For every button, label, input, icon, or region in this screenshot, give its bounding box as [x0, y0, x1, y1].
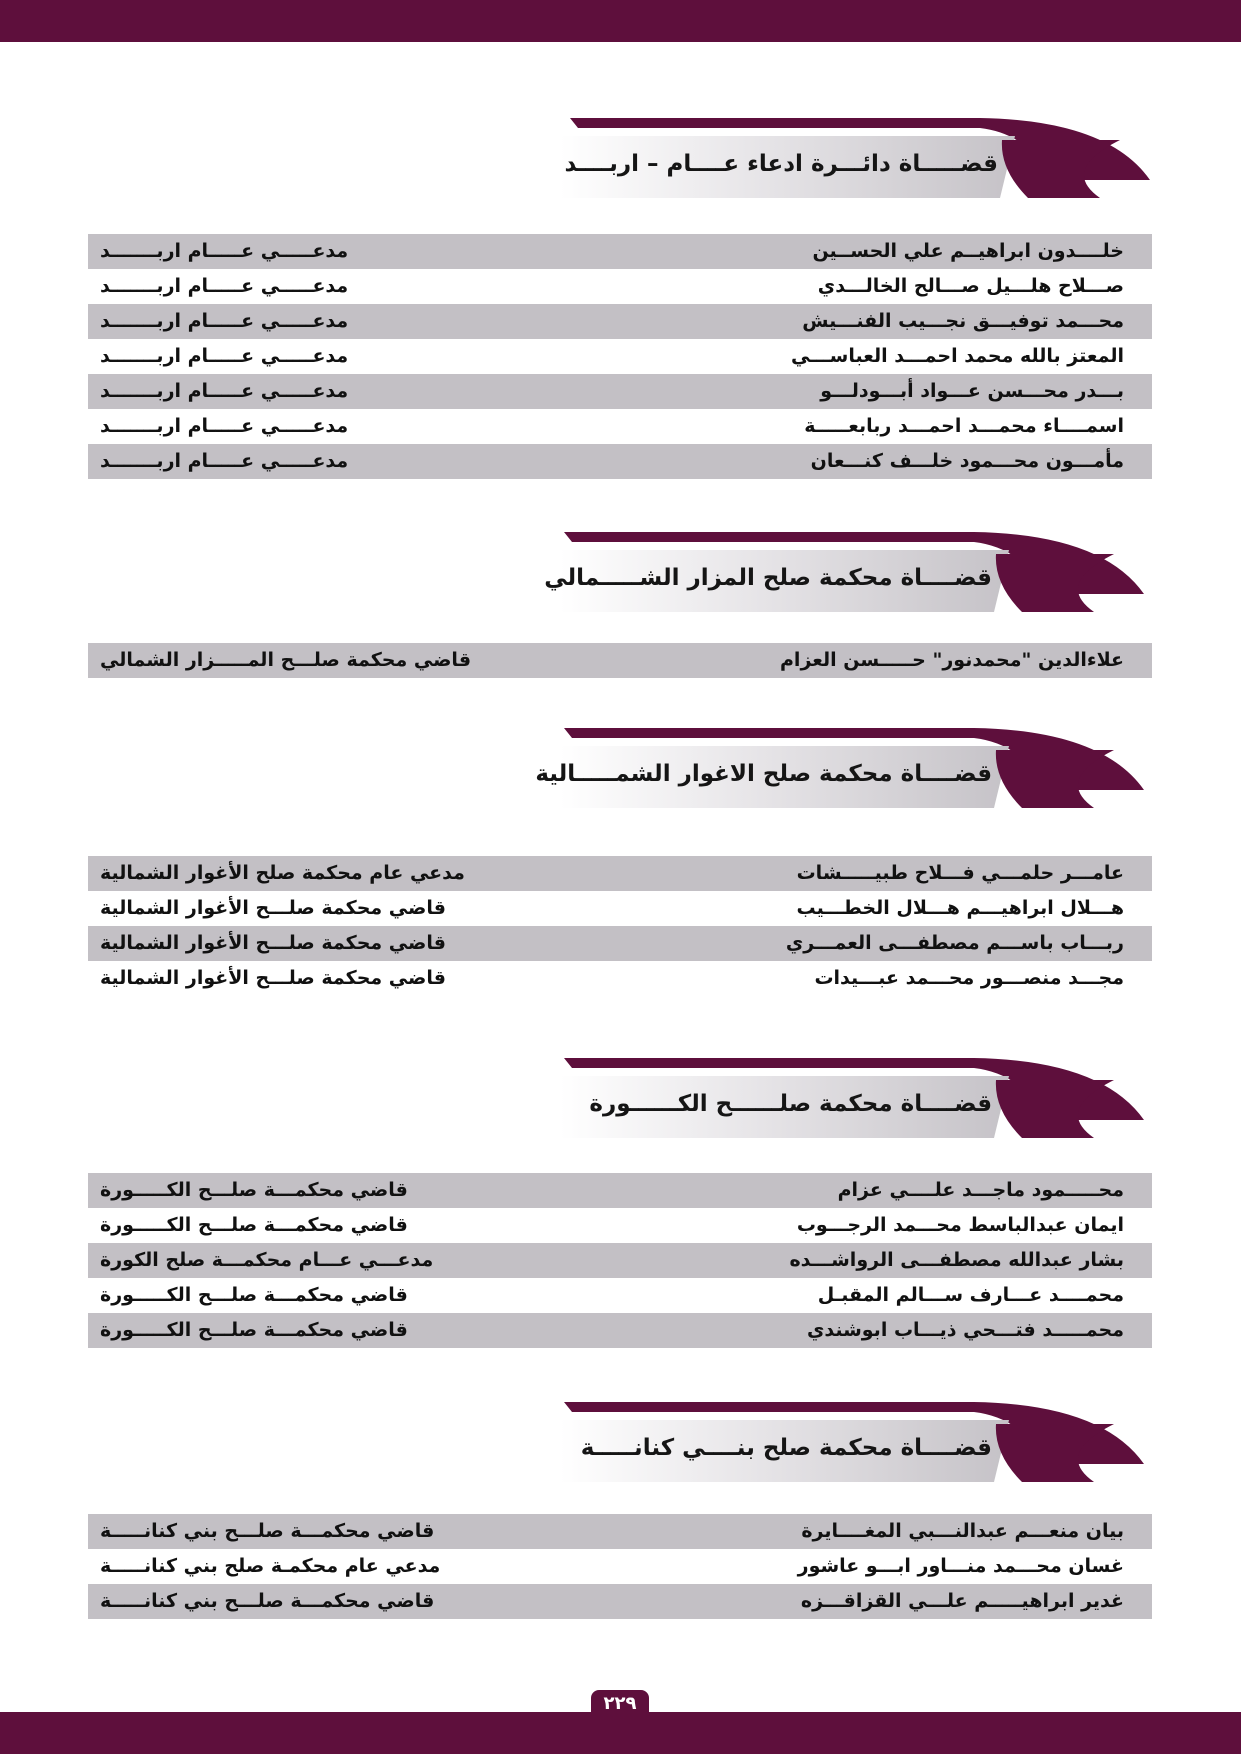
- member-position: مدعي عام محكمة صلح الأغوار الشمالية: [100, 862, 465, 884]
- member-position: قاضي محكمة صلـــح الأغوار الشمالية: [100, 897, 446, 919]
- member-name: غسان محـــمد منـــاور ابـــو عاشور: [797, 1555, 1124, 1577]
- table-row: [88, 1208, 1152, 1243]
- section-header-irbid-prosecution: [560, 116, 1160, 206]
- members-table: [88, 643, 1152, 678]
- member-name: عامـــر حلمـــي فـــلاح طبيـــــشات: [796, 862, 1124, 884]
- top-banner: [0, 0, 1241, 42]
- members-table: [88, 856, 1152, 996]
- member-position: قاضي محكمـــة صلـــح بني كنانـــــة: [100, 1590, 435, 1612]
- section-title: قضــــاة محكمة صلح الاغوار الشمـــــالية: [535, 761, 992, 787]
- table-row: [88, 1313, 1152, 1348]
- table-row: [88, 1243, 1152, 1278]
- section-title: قضــــاة محكمة صلــــــح الكــــــورة: [589, 1091, 992, 1117]
- member-name: محمــــد عـــارف ســـالم المقبـل: [817, 1284, 1124, 1306]
- page-number: ٢٢٩: [591, 1690, 649, 1716]
- table-row: [88, 643, 1152, 678]
- member-position: مدعـــــي عـــــام اربـــــــد: [100, 310, 349, 332]
- member-position: مدعـــــي عـــــام اربـــــــد: [100, 240, 349, 262]
- section-title: قضــــاة محكمة صلح بنــــي كنانـــــة: [580, 1435, 992, 1461]
- section-header-bani-kinana: [560, 1400, 1160, 1490]
- member-name: اسمــــاء محمـــد احمـــد ربابعـــــة: [804, 415, 1124, 437]
- member-position: قاضي محكمـــة صلـــح الكـــــورة: [100, 1284, 408, 1306]
- member-position: قاضي محكمـــة صلـــح الكـــــورة: [100, 1214, 408, 1236]
- section-title: قضــــاة محكمة صلح المزار الشـــــمالي: [544, 565, 992, 591]
- table-row: [88, 891, 1152, 926]
- member-name: محـــــمود ماجـــد علــــي عزام: [837, 1179, 1124, 1201]
- member-name: بـــدر محـــسن عـــواد أبـــودلـــو: [820, 380, 1124, 402]
- table-row: [88, 409, 1152, 444]
- member-position: مدعـــــي عـــــام اربـــــــد: [100, 275, 349, 297]
- table-row: [88, 234, 1152, 269]
- member-name: المعتز بالله محمد احمـــد العباســـي: [790, 345, 1124, 367]
- member-position: مدعـــــي عـــــام اربـــــــد: [100, 380, 349, 402]
- member-name: محـــمد توفيـــق نجـــيب الفنـــيش: [802, 310, 1124, 332]
- table-row: [88, 961, 1152, 996]
- member-position: قاضي محكمة صلـــح المـــــزار الشمالي: [100, 649, 472, 671]
- table-row: [88, 926, 1152, 961]
- member-name: محمـــــد فتـــحي ذيـــاب ابوشندي: [806, 1319, 1124, 1341]
- member-position: قاضي محكمة صلـــح الأغوار الشمالية: [100, 932, 446, 954]
- table-row: [88, 856, 1152, 891]
- member-position: مدعـــي عـــام محكمـــة صلح الكورة: [100, 1249, 434, 1271]
- section-header-mazar: [544, 530, 1160, 620]
- member-name: ربـــاب باســـم مصطفـــى العمـــري: [785, 932, 1124, 954]
- member-name: هـــلال ابراهيـــم هـــلال الخطـــيب: [796, 897, 1124, 919]
- member-position: مدعي عام محكمـة صلح بني كنانـــــة: [100, 1555, 441, 1577]
- table-row: [88, 1514, 1152, 1549]
- member-position: مدعـــــي عـــــام اربـــــــد: [100, 450, 349, 472]
- table-row: [88, 444, 1152, 479]
- member-name: مأمـــون محـــمود خلـــف كنـــعان: [810, 450, 1124, 472]
- table-row: [88, 1278, 1152, 1313]
- table-row: [88, 339, 1152, 374]
- member-name: مجـــد منصـــور محـــمد عبـــيدات: [814, 967, 1124, 989]
- member-position: مدعـــــي عـــــام اربـــــــد: [100, 415, 349, 437]
- table-row: [88, 1173, 1152, 1208]
- members-table: [88, 1514, 1152, 1619]
- table-row: [88, 269, 1152, 304]
- section-header-koura: [560, 1056, 1160, 1146]
- bottom-banner: [0, 1712, 1241, 1754]
- member-name: علاءالدين "محمدنور" حـــــسن العزام: [780, 649, 1124, 671]
- member-name: بيان منعـــم عبدالنـــبي المغــــايرة: [801, 1520, 1124, 1542]
- member-name: ايمان عبدالباسط محـــمد الرجـــوب: [796, 1214, 1124, 1236]
- section-title: قضـــــاة دائـــرة ادعاء عــــام – اربــــد: [564, 151, 998, 177]
- section-header-northern-jordan-valley: [535, 726, 1160, 816]
- table-row: [88, 304, 1152, 339]
- member-name: غدير ابراهيـــــم علـــي القزاقـــزه: [800, 1590, 1124, 1612]
- member-position: قاضي محكمـــة صلـــح الكـــــورة: [100, 1179, 408, 1201]
- member-position: قاضي محكمـــة صلـــح بني كنانـــــة: [100, 1520, 435, 1542]
- member-name: خلــــدون ابراهيــم علي الحســين: [812, 240, 1124, 262]
- member-name: صـــلاح هلـــيل صـــالح الخالـــدي: [817, 275, 1124, 297]
- table-row: [88, 1549, 1152, 1584]
- members-table: [88, 1173, 1152, 1348]
- member-position: قاضي محكمة صلـــح الأغوار الشمالية: [100, 967, 446, 989]
- table-row: [88, 1584, 1152, 1619]
- members-table: [88, 234, 1152, 479]
- member-position: مدعـــــي عـــــام اربـــــــد: [100, 345, 349, 367]
- member-position: قاضي محكمـــة صلـــح الكـــــورة: [100, 1319, 408, 1341]
- member-name: بشار عبدالله مصطفـــى الرواشـــده: [789, 1249, 1124, 1271]
- table-row: [88, 374, 1152, 409]
